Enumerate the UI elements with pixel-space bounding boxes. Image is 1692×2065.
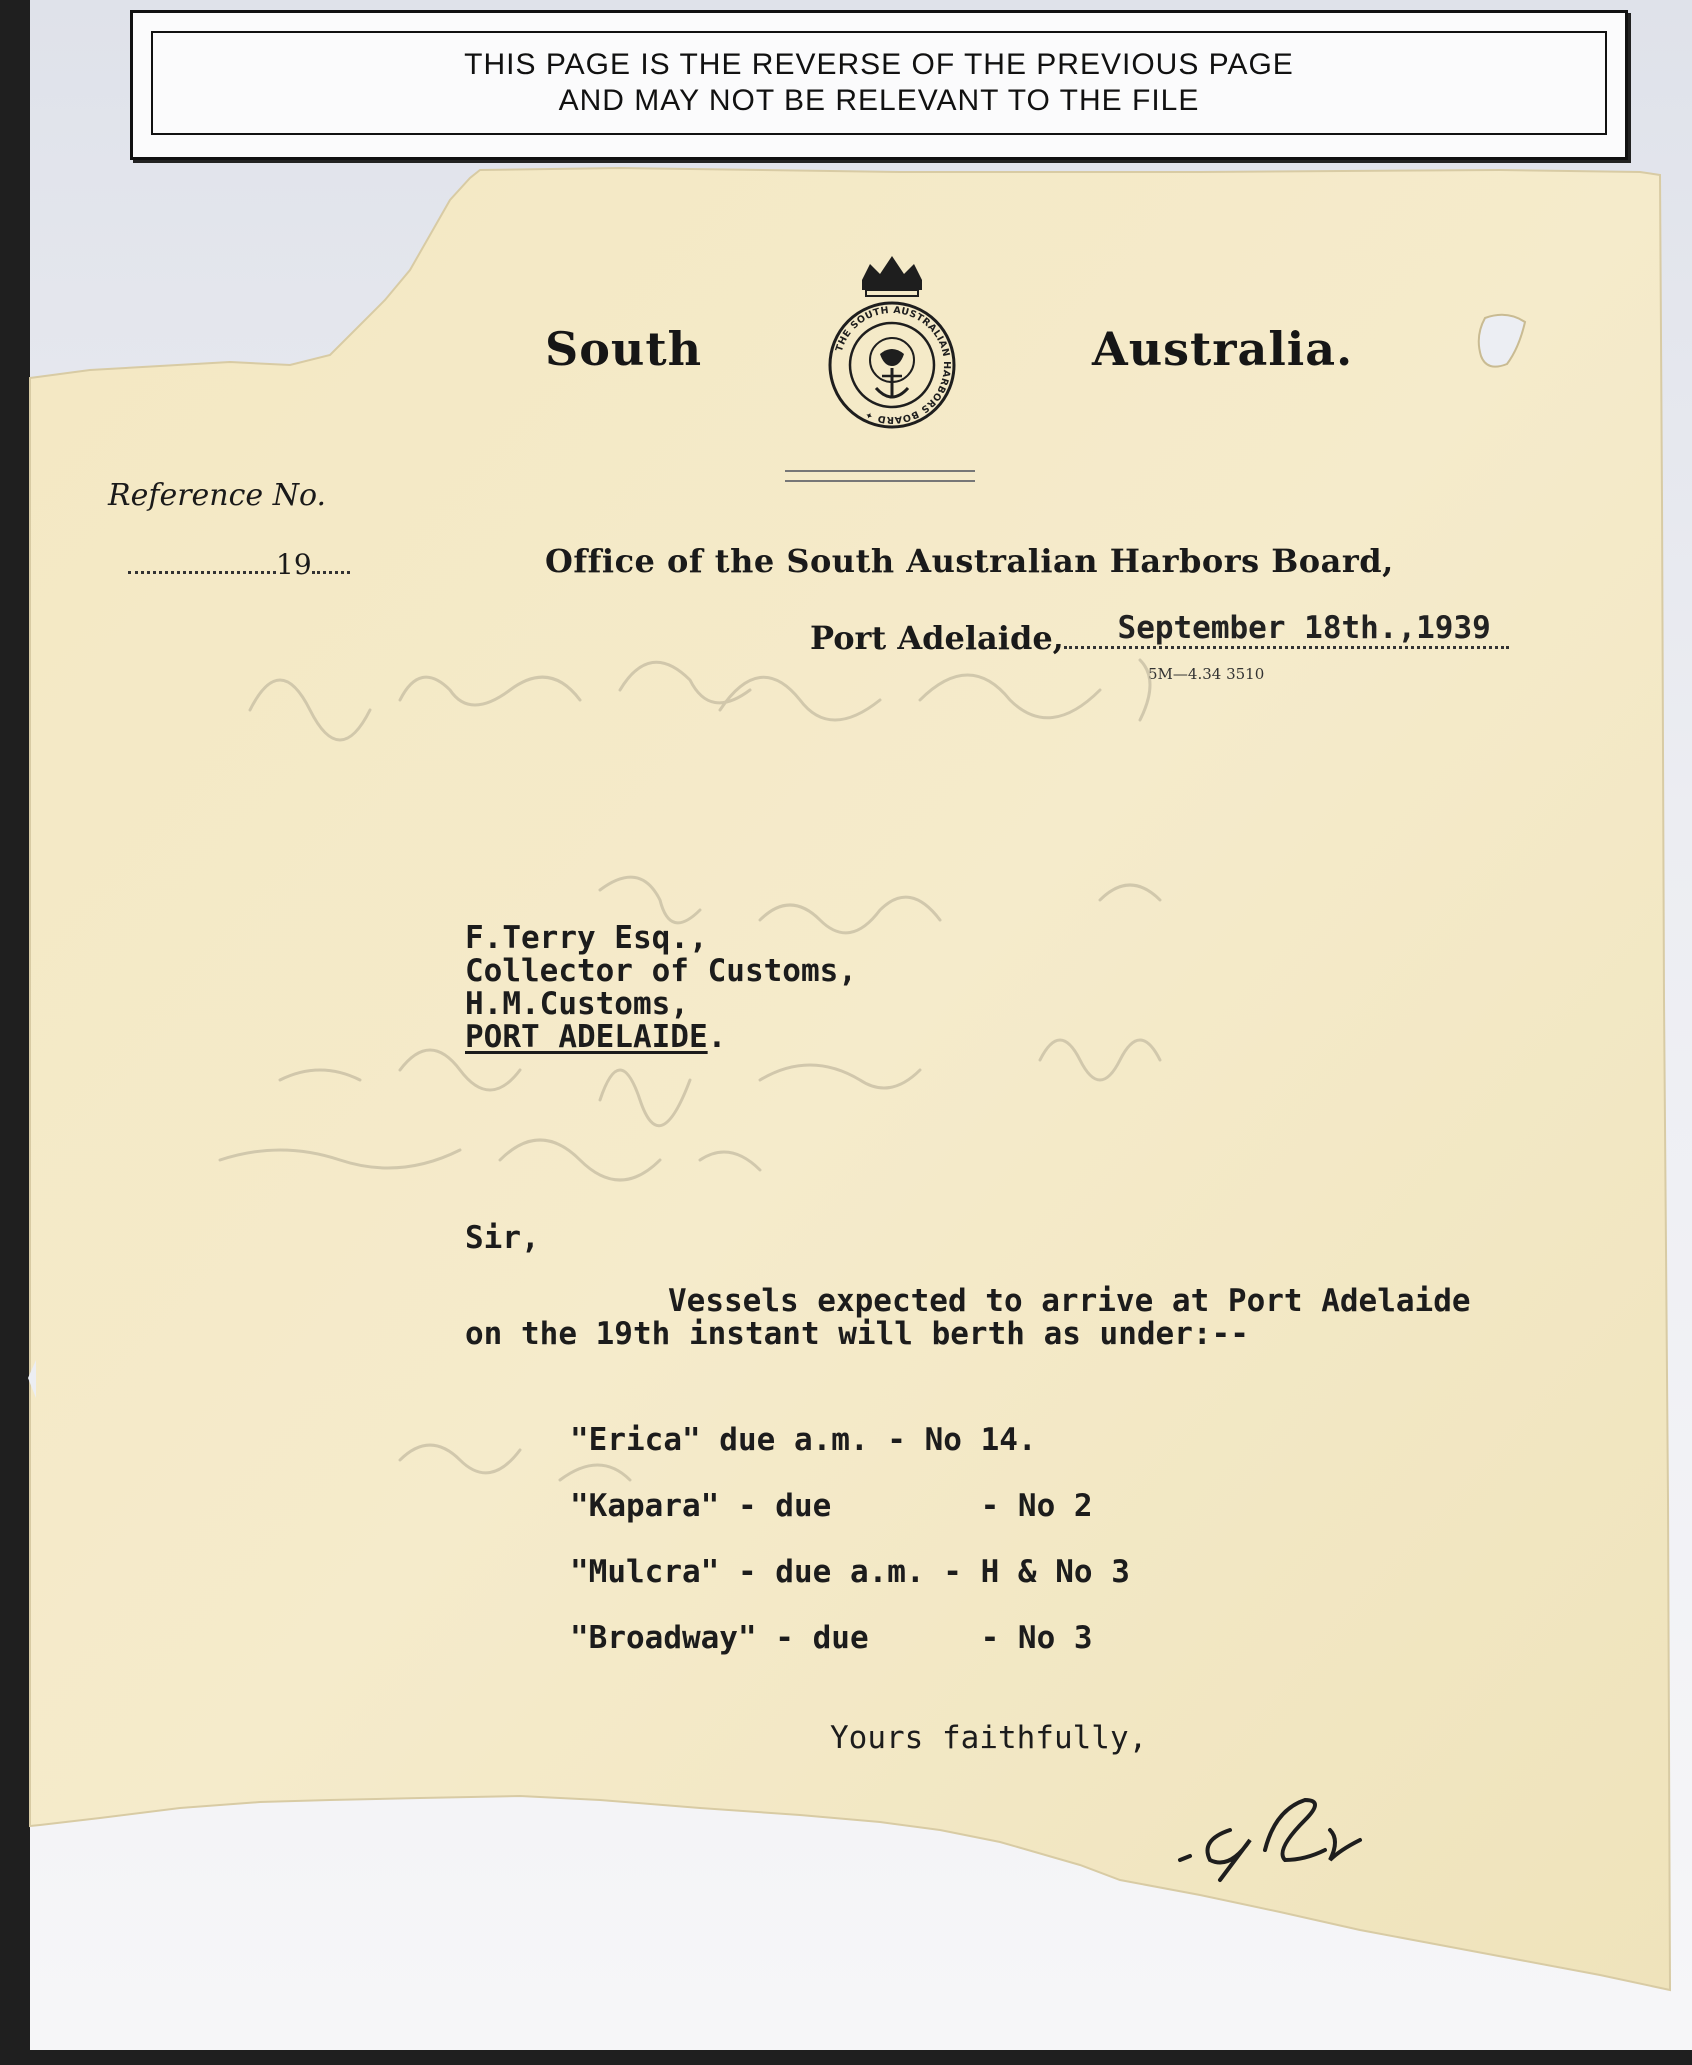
scan-border-bottom — [0, 2050, 1692, 2065]
body-line-2: on the 19th instant will berth as under:-- — [465, 1316, 1249, 1352]
vessel-item: "Mulcra" - due a.m. - H & No 3 — [570, 1554, 1130, 1590]
addressee-line-1: F.Terry Esq., — [465, 920, 708, 956]
reference-year: 19 — [276, 548, 312, 581]
office-line: Office of the South Australian Harbors Board, — [545, 542, 1394, 580]
addressee-city-line — [465, 1021, 726, 1054]
reference-year-dots — [312, 549, 350, 574]
reference-label: Reference No. — [108, 478, 327, 513]
reference-dots — [128, 549, 276, 574]
signature-fragment-icon — [1170, 1790, 1410, 1890]
vessel-item: "Kapara" - due - No 2 — [570, 1488, 1093, 1524]
salutation: Sir, — [465, 1220, 540, 1256]
svg-text:THE SOUTH AUSTRALIAN HARBORS B: THE SOUTH AUSTRALIAN HARBORS BOARD ✦ — [833, 304, 953, 426]
print-code: 5M—4.34 3510 — [1148, 665, 1265, 683]
letterhead-australia: Australia. — [1092, 322, 1354, 376]
addressee-city-punct: . — [707, 1019, 727, 1055]
letterhead-south: South — [545, 322, 703, 376]
addressee-line-3: H.M.Customs, — [465, 986, 689, 1022]
reference-number-field — [128, 548, 350, 581]
notice-line-1: THIS PAGE IS THE REVERSE OF THE PREVIOUS PAGE — [464, 48, 1294, 81]
addressee-city: PORT ADELAIDE — [465, 1019, 708, 1055]
reverse-page-notice — [130, 10, 1628, 160]
body-line-1: Vessels expected to arrive at Port Adelaide — [668, 1283, 1471, 1319]
letterhead-divider — [785, 470, 975, 482]
notice-line-2: AND MAY NOT BE RELEVANT TO THE FILE — [558, 84, 1200, 117]
letter-date: September 18th.,1939 — [1117, 610, 1491, 646]
place-label: Port Adelaide, — [810, 619, 1064, 657]
vessel-item: "Erica" due a.m. - No 14. — [570, 1422, 1037, 1458]
harbors-board-seal-icon — [822, 250, 962, 430]
closing: Yours faithfully, — [830, 1720, 1148, 1756]
addressee-line-2: Collector of Customs, — [465, 953, 857, 989]
vessel-item: "Broadway" - due - No 3 — [570, 1620, 1093, 1656]
